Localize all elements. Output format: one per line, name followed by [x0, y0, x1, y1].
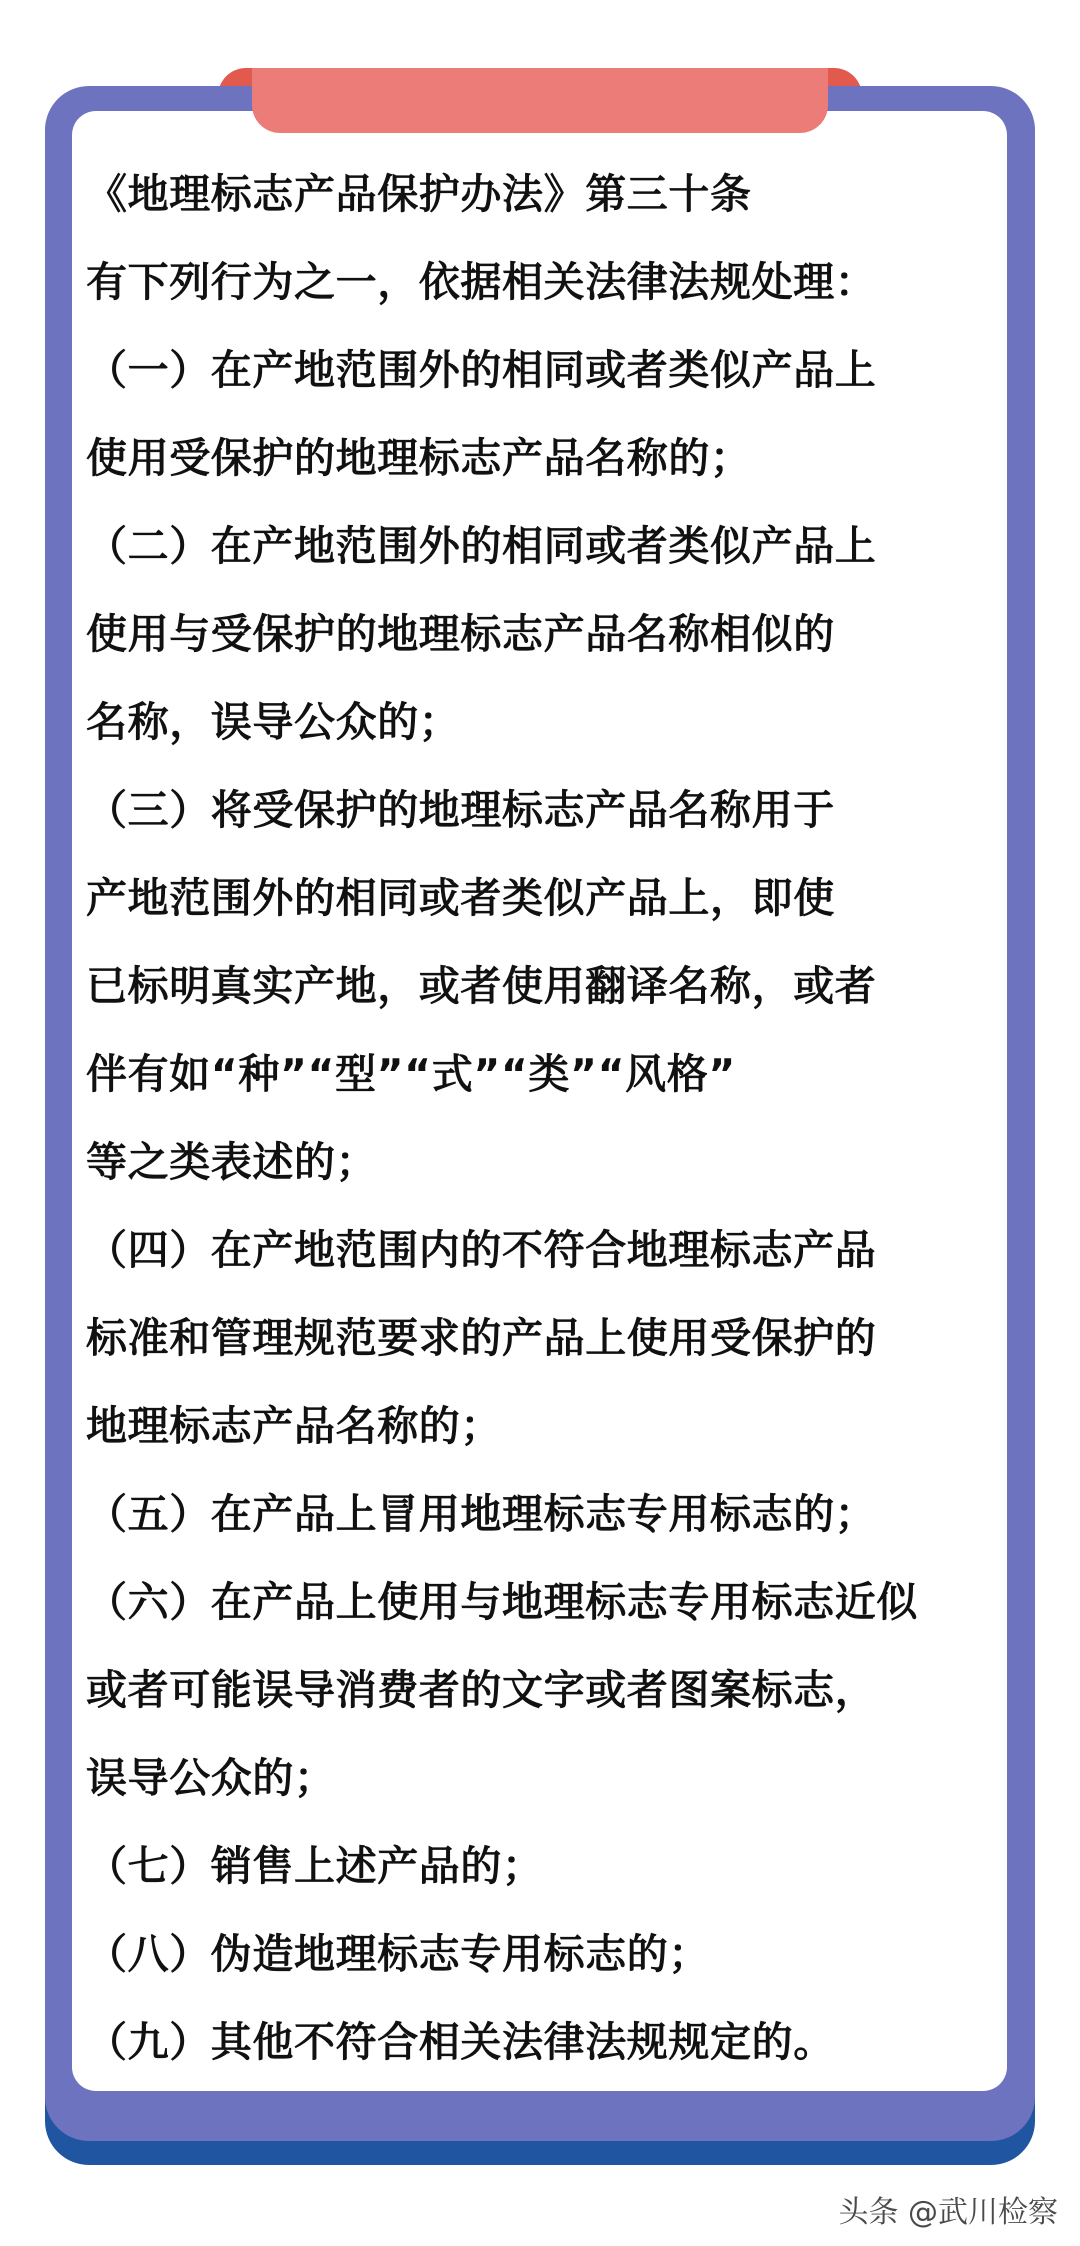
top-tab — [252, 68, 828, 133]
article-line: 名称，误导公众的； — [86, 698, 461, 746]
article-line: 使用受保护的地理标志产品名称的； — [86, 434, 752, 482]
article-line: 有下列行为之一，依据相关法律法规处理： — [86, 258, 877, 306]
article-line: （九）其他不符合相关法律法规规定的。 — [86, 2018, 835, 2066]
article-line: （二）在产地范围外的相同或者类似产品上 — [86, 522, 877, 570]
article-line: （八）伪造地理标志专用标志的； — [86, 1930, 710, 1978]
article-line: 产地范围外的相同或者类似产品上，即使 — [86, 874, 835, 922]
article-line: （四）在产地范围内的不符合地理标志产品 — [86, 1226, 877, 1274]
article-line: 地理标志产品名称的； — [86, 1402, 502, 1450]
article-line: 《地理标志产品保护办法》第三十条 — [86, 170, 752, 218]
article-line: 或者可能误导消费者的文字或者图案标志， — [86, 1666, 877, 1714]
article-line: 使用与受保护的地理标志产品名称相似的 — [86, 610, 835, 658]
article-content — [86, 150, 1006, 2086]
article-line: 等之类表述的； — [86, 1138, 378, 1186]
article-line: 误导公众的； — [86, 1754, 336, 1802]
article-line: （三）将受保护的地理标志产品名称用于 — [86, 786, 835, 834]
article-line: （五）在产品上冒用地理标志专用标志的； — [86, 1490, 877, 1538]
article-line: 伴有如“种”“型”“式”“类”“风格” — [86, 1050, 736, 1098]
article-line: 标准和管理规范要求的产品上使用受保护的 — [86, 1314, 877, 1362]
article-line: （一）在产地范围外的相同或者类似产品上 — [86, 346, 877, 394]
article-line: （七）销售上述产品的； — [86, 1842, 544, 1890]
watermark: 头条 @武川检察 — [838, 2195, 1058, 2230]
article-line: （六）在产品上使用与地理标志专用标志近似 — [86, 1578, 918, 1626]
article-line: 已标明真实产地，或者使用翻译名称，或者 — [86, 962, 877, 1010]
